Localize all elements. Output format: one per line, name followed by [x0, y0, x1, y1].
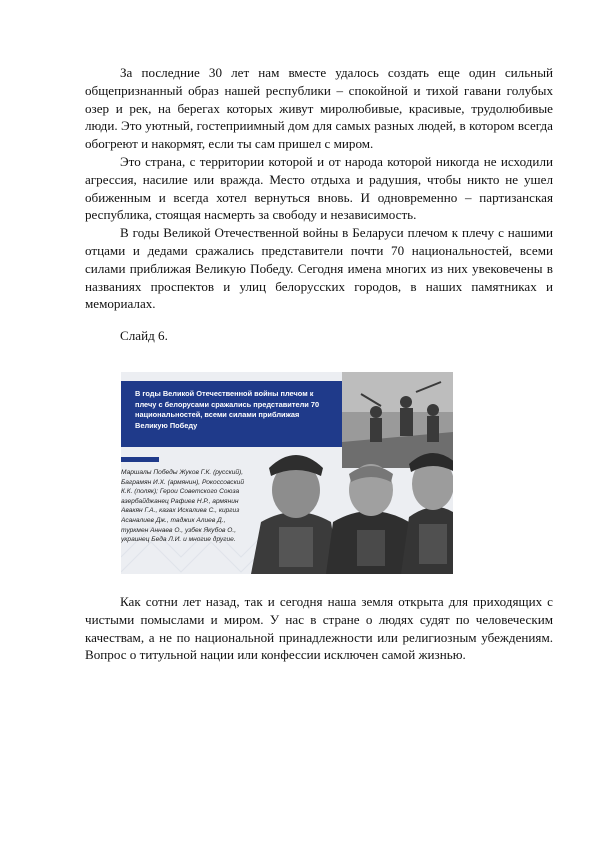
- document-body: [85, 64, 553, 345]
- paragraph-3: В годы Великой Отечественной войны в Беларуси плечом к плечу с нашими отцами и дедами сражались представители почти 70 национальностей, всеми силами приближая Великую Победу. Сегодня имена многих из них увековечены в названиях проспектов и улиц белорусских городов, в наших памятниках и мемориалах.: [85, 225, 553, 312]
- slide-caption: Маршалы Победы Жуков Г.К. (русский), Баграмян И.Х. (армянин), Рокоссовский К.К. (поляк); Герои Советского Союза азербайджанец Рафиев Н.Р., армянин Авакян Г.А., казах Искалиев С., киргиз Асаналиев Дж., таджик Алиев Д., туркмен Аннаев О., узбек Якубов О., украинец Бедa Л.И. и многие другие.: [121, 469, 245, 544]
- paragraph-4: Как сотни лет назад, так и сегодня наша земля открыта для приходящих с чистыми помыслами и миром. У нас в стране о людях судят по человеческим качествам, а не по национальной принадлежности или религиозным убеждениям. Вопрос о титульной нации или конфессии исключен самой жизнью.: [85, 594, 553, 663]
- slide-label: Слайд 6.: [120, 328, 168, 344]
- slide-banner: В годы Великой Отечественной войны плечом к плечу с белорусами сражались представители 70 национальностей, всеми силами приближая Великую Победу: [121, 381, 342, 447]
- paragraph-2: Это страна, с территории которой и от народа которой никогда не исходили агрессия, насилие или вражда. Место отдыха и радушия, чтобы никто не ушел обиженным и всегда хотел вернуться вновь. И одновременно – партизанская республика, стоящая насмерть за свободу и независимость.: [85, 153, 553, 223]
- document-body-continued: [85, 593, 553, 664]
- slide-image: [121, 372, 453, 574]
- paragraph-1: За последние 30 лет нам вместе удалось создать еще один сильный общепризнанный образ нашей республики – спокойной и тихой гавани голубых озер и рек, на берегах которых живут миролюбивые, красивые, трудолюбивые люди. Это уютный, гостеприимный дом для самых разных людей, в котором всегда обогреют и накормят, если ты сам пришел с миром.: [85, 65, 553, 152]
- slide-accent-bar: [121, 457, 159, 462]
